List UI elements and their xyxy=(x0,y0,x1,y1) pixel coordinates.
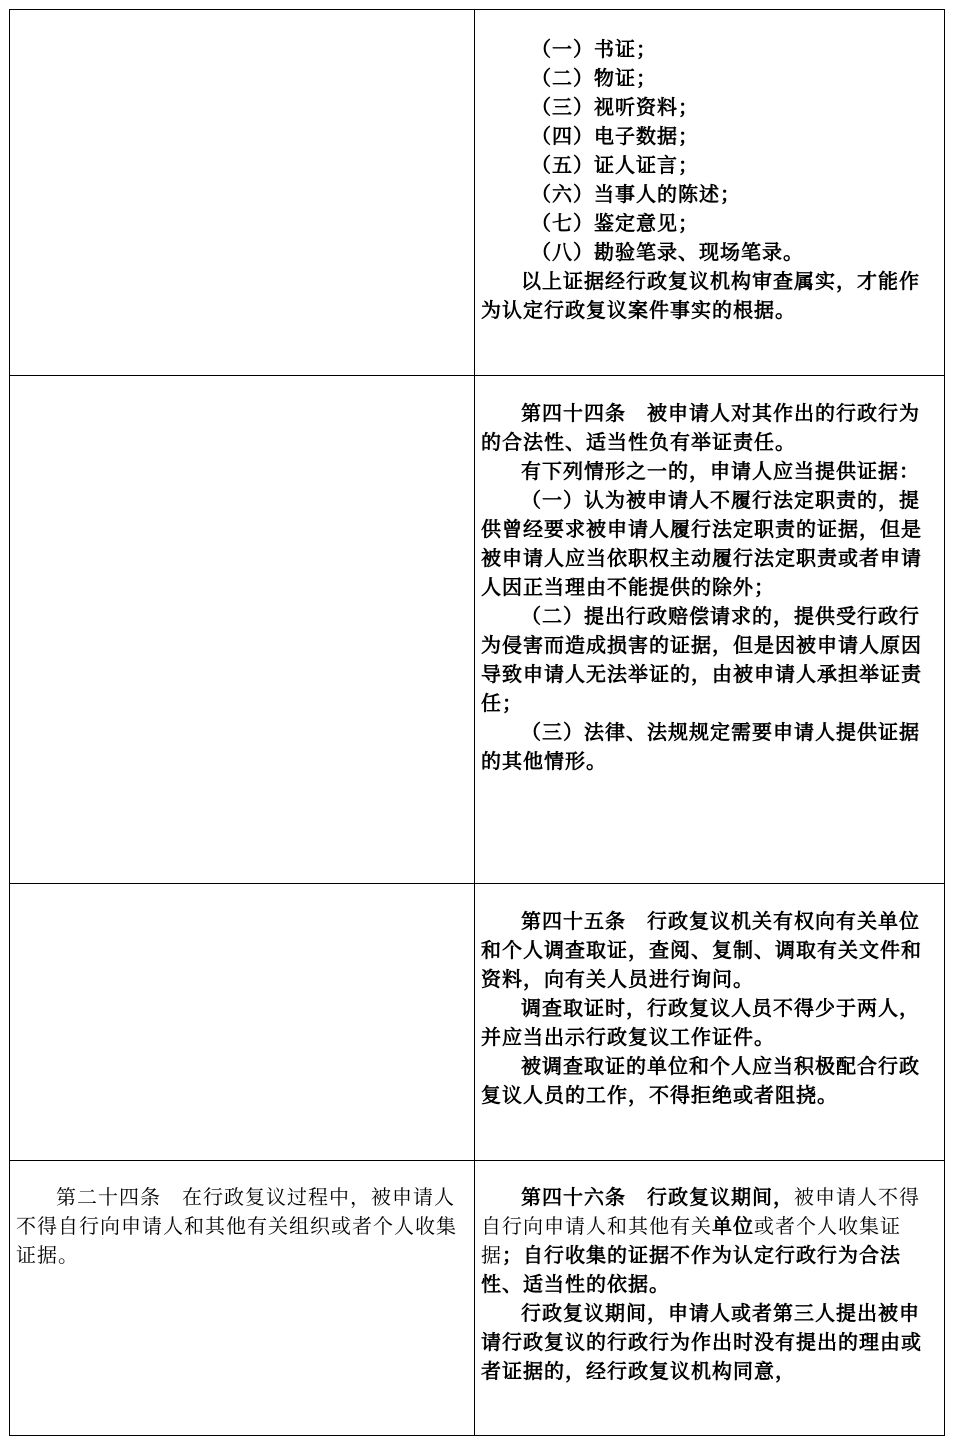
table-row xyxy=(10,376,945,884)
evidence-item: （六）当事人的陈述； xyxy=(531,182,741,206)
paragraph: 有下列情形之一的，申请人应当提供证据： xyxy=(521,459,920,483)
table-row xyxy=(10,884,945,1161)
old-text-cell xyxy=(10,376,475,884)
evidence-item: （二）物证； xyxy=(531,66,657,90)
evidence-item: （八）勘验笔录、现场笔录。 xyxy=(531,240,804,264)
new-text-cell xyxy=(475,376,945,884)
paragraph: （二）提出行政赔偿请求的，提供受行政行为侵害而造成损害的证据，但是因被申请人原因导致申请人无法举证的，由被申请人承担举证责任； xyxy=(481,604,922,715)
paragraph: 被调查取证的单位和个人应当积极配合行政复议人员的工作，不得拒绝或者阻挠。 xyxy=(481,1054,920,1107)
evidence-item: （七）鉴定意见； xyxy=(531,211,699,235)
evidence-item: （五）证人证言； xyxy=(531,153,699,177)
article-24: 第二十四条 在行政复议过程中，被申请人不得自行向申请人和其他有关组织或者个人收集证据。 xyxy=(16,1185,457,1267)
old-text-cell xyxy=(10,1161,475,1436)
evidence-item: （三）视听资料； xyxy=(531,95,699,119)
evidence-item: （四）电子数据； xyxy=(531,124,699,148)
paragraph: （三）法律、法规规定需要申请人提供证据的其他情形。 xyxy=(481,720,920,773)
paragraph: （一）认为被申请人不履行法定职责的，提供曾经要求被申请人履行法定职责的证据，但是被申请人应当依职权主动履行法定职责或者申请人因正当理由不能提供的除外； xyxy=(481,488,922,599)
comparison-table xyxy=(9,9,945,1436)
new-text-cell xyxy=(475,10,945,376)
old-text-cell xyxy=(10,884,475,1161)
article-45: 第四十五条 行政复议机关有权向有关单位和个人调查取证，查阅、复制、调取有关文件和资料，向有关人员进行询问。 xyxy=(481,909,922,991)
article-44: 第四十四条 被申请人对其作出的行政行为的合法性、适当性负有举证责任。 xyxy=(481,401,920,454)
text-span: 单位 xyxy=(712,1214,754,1238)
text-span: 被申请人不得自行向申请人和其他有关 xyxy=(481,1185,920,1238)
new-text-cell xyxy=(475,884,945,1161)
text-span: 或者个人收集证据 xyxy=(481,1214,901,1267)
table-row xyxy=(10,1161,945,1436)
old-text-cell xyxy=(10,10,475,376)
paragraph: 调查取证时，行政复议人员不得少于两人，并应当出示行政复议工作证件。 xyxy=(481,996,920,1049)
text-span: ；自行收集的证据不作为认定行政行为合法性、适当性的依据。 xyxy=(481,1243,901,1296)
article-46 xyxy=(481,1183,938,1299)
new-text-cell xyxy=(475,1161,945,1436)
evidence-item: （一）书证； xyxy=(531,37,657,61)
paragraph: 以上证据经行政复议机构审查属实，才能作为认定行政复议案件事实的根据。 xyxy=(481,269,920,322)
paragraph: 行政复议期间，申请人或者第三人提出被申请行政复议的行政行为作出时没有提出的理由或者证据的，经行政复议机构同意， xyxy=(481,1301,922,1383)
text-span: 第四十六条 行政复议期间， xyxy=(521,1185,794,1209)
table-row xyxy=(10,10,945,376)
